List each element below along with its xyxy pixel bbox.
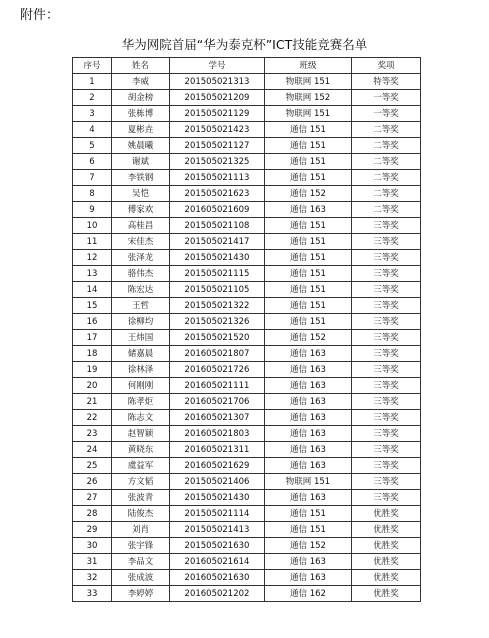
cell-name: 陈志文	[112, 410, 170, 426]
cell-index: 5	[73, 138, 112, 154]
cell-award: 三等奖	[352, 490, 421, 506]
cell-class: 通信 163	[265, 426, 352, 442]
cell-index: 4	[73, 122, 112, 138]
cell-award: 特等奖	[352, 74, 421, 90]
table-row	[73, 442, 421, 458]
cell-name: 何刚刚	[112, 378, 170, 394]
cell-index: 22	[73, 410, 112, 426]
table-row	[73, 330, 421, 346]
cell-name: 李品文	[112, 554, 170, 570]
cell-student-id: 201505021114	[170, 506, 265, 522]
table-row	[73, 122, 421, 138]
cell-name: 赵智颖	[112, 426, 170, 442]
cell-class: 通信 163	[265, 394, 352, 410]
cell-index: 24	[73, 442, 112, 458]
cell-award: 优胜奖	[352, 586, 421, 602]
cell-class: 通信 152	[265, 538, 352, 554]
cell-name: 夏彬垚	[112, 122, 170, 138]
cell-index: 23	[73, 426, 112, 442]
cell-index: 12	[73, 250, 112, 266]
cell-student-id: 201605021614	[170, 554, 265, 570]
cell-award: 二等奖	[352, 170, 421, 186]
cell-student-id: 201505021520	[170, 330, 265, 346]
cell-index: 2	[73, 90, 112, 106]
cell-award: 三等奖	[352, 266, 421, 282]
table-row	[73, 586, 421, 602]
cell-student-id: 201505021326	[170, 314, 265, 330]
cell-index: 21	[73, 394, 112, 410]
cell-class: 通信 163	[265, 410, 352, 426]
cell-award: 二等奖	[352, 154, 421, 170]
cell-name: 虞益军	[112, 458, 170, 474]
cell-student-id: 201605021202	[170, 586, 265, 602]
cell-class: 通信 163	[265, 554, 352, 570]
table-row	[73, 170, 421, 186]
cell-class: 通信 151	[265, 298, 352, 314]
cell-name: 李威	[112, 74, 170, 90]
cell-index: 31	[73, 554, 112, 570]
cell-name: 储嘉晨	[112, 346, 170, 362]
cell-award: 三等奖	[352, 442, 421, 458]
cell-award: 三等奖	[352, 330, 421, 346]
table-row	[73, 234, 421, 250]
cell-class: 通信 163	[265, 458, 352, 474]
cell-award: 三等奖	[352, 394, 421, 410]
table-row	[73, 394, 421, 410]
cell-class: 通信 151	[265, 282, 352, 298]
cell-index: 25	[73, 458, 112, 474]
header-student-id: 学号	[170, 58, 265, 74]
cell-name: 王哲	[112, 298, 170, 314]
table-header-row	[73, 58, 421, 74]
cell-award: 二等奖	[352, 138, 421, 154]
cell-name: 骆伟杰	[112, 266, 170, 282]
cell-award: 三等奖	[352, 314, 421, 330]
table-row	[73, 538, 421, 554]
cell-index: 32	[73, 570, 112, 586]
header-name: 姓名	[112, 58, 170, 74]
cell-award: 三等奖	[352, 410, 421, 426]
table-row	[73, 90, 421, 106]
cell-class: 通信 151	[265, 314, 352, 330]
cell-award: 三等奖	[352, 234, 421, 250]
cell-award: 优胜奖	[352, 522, 421, 538]
cell-class: 通信 163	[265, 442, 352, 458]
cell-class: 通信 151	[265, 122, 352, 138]
table-row	[73, 74, 421, 90]
cell-award: 三等奖	[352, 298, 421, 314]
cell-name: 张波青	[112, 490, 170, 506]
cell-award: 三等奖	[352, 378, 421, 394]
table-row	[73, 474, 421, 490]
cell-index: 16	[73, 314, 112, 330]
cell-name: 刘肖	[112, 522, 170, 538]
cell-name: 张泽龙	[112, 250, 170, 266]
cell-class: 通信 162	[265, 586, 352, 602]
cell-class: 物联网 152	[265, 90, 352, 106]
cell-name: 徐柳均	[112, 314, 170, 330]
table-row	[73, 570, 421, 586]
table-body	[73, 74, 421, 602]
table-row	[73, 554, 421, 570]
cell-index: 6	[73, 154, 112, 170]
cell-student-id: 201505021430	[170, 250, 265, 266]
cell-award: 优胜奖	[352, 554, 421, 570]
cell-award: 三等奖	[352, 218, 421, 234]
cell-award: 优胜奖	[352, 538, 421, 554]
cell-class: 通信 163	[265, 362, 352, 378]
cell-class: 通信 151	[265, 266, 352, 282]
cell-student-id: 201505021127	[170, 138, 265, 154]
table-row	[73, 138, 421, 154]
table-row	[73, 410, 421, 426]
table-row	[73, 522, 421, 538]
table-row	[73, 186, 421, 202]
cell-index: 3	[73, 106, 112, 122]
cell-class: 物联网 151	[265, 106, 352, 122]
cell-student-id: 201505021322	[170, 298, 265, 314]
cell-student-id: 201505021325	[170, 154, 265, 170]
cell-name: 宋佳杰	[112, 234, 170, 250]
cell-student-id: 201605021609	[170, 202, 265, 218]
cell-class: 通信 152	[265, 330, 352, 346]
cell-class: 物联网 151	[265, 74, 352, 90]
cell-name: 陆俊杰	[112, 506, 170, 522]
cell-name: 张成波	[112, 570, 170, 586]
cell-name: 黄晓东	[112, 442, 170, 458]
cell-award: 二等奖	[352, 186, 421, 202]
cell-student-id: 201605021629	[170, 458, 265, 474]
cell-award: 三等奖	[352, 426, 421, 442]
table-row	[73, 426, 421, 442]
table-row	[73, 202, 421, 218]
cell-student-id: 201605021726	[170, 362, 265, 378]
cell-student-id: 201605021111	[170, 378, 265, 394]
cell-class: 通信 151	[265, 250, 352, 266]
cell-name: 陈孝炬	[112, 394, 170, 410]
cell-index: 28	[73, 506, 112, 522]
cell-index: 29	[73, 522, 112, 538]
cell-class: 通信 163	[265, 570, 352, 586]
cell-index: 7	[73, 170, 112, 186]
cell-name: 陈宏达	[112, 282, 170, 298]
cell-student-id: 201505021108	[170, 218, 265, 234]
cell-name: 傅家欢	[112, 202, 170, 218]
table-row	[73, 250, 421, 266]
cell-student-id: 201605021630	[170, 570, 265, 586]
cell-class: 通信 152	[265, 186, 352, 202]
award-table	[72, 57, 421, 602]
cell-name: 高桂昌	[112, 218, 170, 234]
table-row	[73, 218, 421, 234]
cell-name: 吴恺	[112, 186, 170, 202]
cell-index: 9	[73, 202, 112, 218]
table-row	[73, 282, 421, 298]
cell-index: 14	[73, 282, 112, 298]
table-row	[73, 298, 421, 314]
cell-index: 8	[73, 186, 112, 202]
cell-index: 30	[73, 538, 112, 554]
cell-index: 26	[73, 474, 112, 490]
cell-class: 通信 163	[265, 202, 352, 218]
cell-class: 通信 151	[265, 506, 352, 522]
cell-student-id: 201605021807	[170, 346, 265, 362]
cell-student-id: 201605021706	[170, 394, 265, 410]
cell-student-id: 201505021105	[170, 282, 265, 298]
cell-name: 谢斌	[112, 154, 170, 170]
cell-student-id: 201505021313	[170, 74, 265, 90]
cell-class: 通信 163	[265, 346, 352, 362]
cell-award: 三等奖	[352, 282, 421, 298]
cell-name: 张宇锋	[112, 538, 170, 554]
cell-index: 15	[73, 298, 112, 314]
cell-index: 20	[73, 378, 112, 394]
cell-name: 王炜国	[112, 330, 170, 346]
cell-award: 二等奖	[352, 122, 421, 138]
table-row	[73, 458, 421, 474]
cell-student-id: 201505021623	[170, 186, 265, 202]
cell-class: 通信 151	[265, 522, 352, 538]
cell-class: 通信 151	[265, 170, 352, 186]
table-row	[73, 346, 421, 362]
cell-class: 通信 151	[265, 154, 352, 170]
cell-award: 优胜奖	[352, 506, 421, 522]
cell-name: 胡金榜	[112, 90, 170, 106]
cell-index: 18	[73, 346, 112, 362]
cell-student-id: 201605021803	[170, 426, 265, 442]
cell-class: 通信 163	[265, 378, 352, 394]
table-row	[73, 506, 421, 522]
cell-index: 10	[73, 218, 112, 234]
cell-student-id: 201505021423	[170, 122, 265, 138]
cell-name: 李婷婷	[112, 586, 170, 602]
cell-index: 13	[73, 266, 112, 282]
cell-index: 11	[73, 234, 112, 250]
cell-index: 19	[73, 362, 112, 378]
cell-name: 张栋博	[112, 106, 170, 122]
cell-student-id: 201505021129	[170, 106, 265, 122]
cell-name: 方文韬	[112, 474, 170, 490]
cell-class: 通信 163	[265, 490, 352, 506]
cell-student-id: 201605021307	[170, 410, 265, 426]
cell-class: 通信 151	[265, 218, 352, 234]
cell-student-id: 201505021413	[170, 522, 265, 538]
cell-student-id: 201505021113	[170, 170, 265, 186]
cell-award: 三等奖	[352, 458, 421, 474]
cell-student-id: 201505021406	[170, 474, 265, 490]
cell-name: 徐林泽	[112, 362, 170, 378]
cell-name: 李铁钢	[112, 170, 170, 186]
cell-student-id: 201605021311	[170, 442, 265, 458]
cell-student-id: 201505021115	[170, 266, 265, 282]
cell-student-id: 201505021417	[170, 234, 265, 250]
cell-class: 物联网 151	[265, 474, 352, 490]
cell-student-id: 201505021630	[170, 538, 265, 554]
cell-award: 三等奖	[352, 346, 421, 362]
table-row	[73, 362, 421, 378]
cell-student-id: 201505021430	[170, 490, 265, 506]
cell-index: 33	[73, 586, 112, 602]
attachment-label: 附件：	[20, 8, 60, 23]
header-class: 班级	[265, 58, 352, 74]
cell-name: 姚晨曦	[112, 138, 170, 154]
cell-award: 三等奖	[352, 474, 421, 490]
cell-award: 优胜奖	[352, 570, 421, 586]
document-title: 华为网院首届“华为泰克杯”ICT技能竞赛名单	[121, 37, 368, 52]
cell-class: 通信 151	[265, 234, 352, 250]
cell-index: 1	[73, 74, 112, 90]
table-row	[73, 314, 421, 330]
header-award: 奖项	[352, 58, 421, 74]
cell-award: 三等奖	[352, 362, 421, 378]
cell-award: 二等奖	[352, 202, 421, 218]
header-index: 序号	[73, 58, 112, 74]
table-row	[73, 378, 421, 394]
table-row	[73, 490, 421, 506]
cell-class: 通信 151	[265, 138, 352, 154]
cell-award: 一等奖	[352, 106, 421, 122]
cell-award: 一等奖	[352, 90, 421, 106]
cell-award: 三等奖	[352, 250, 421, 266]
table-row	[73, 266, 421, 282]
cell-index: 27	[73, 490, 112, 506]
table-row	[73, 154, 421, 170]
cell-student-id: 201505021209	[170, 90, 265, 106]
cell-index: 17	[73, 330, 112, 346]
table-row	[73, 106, 421, 122]
